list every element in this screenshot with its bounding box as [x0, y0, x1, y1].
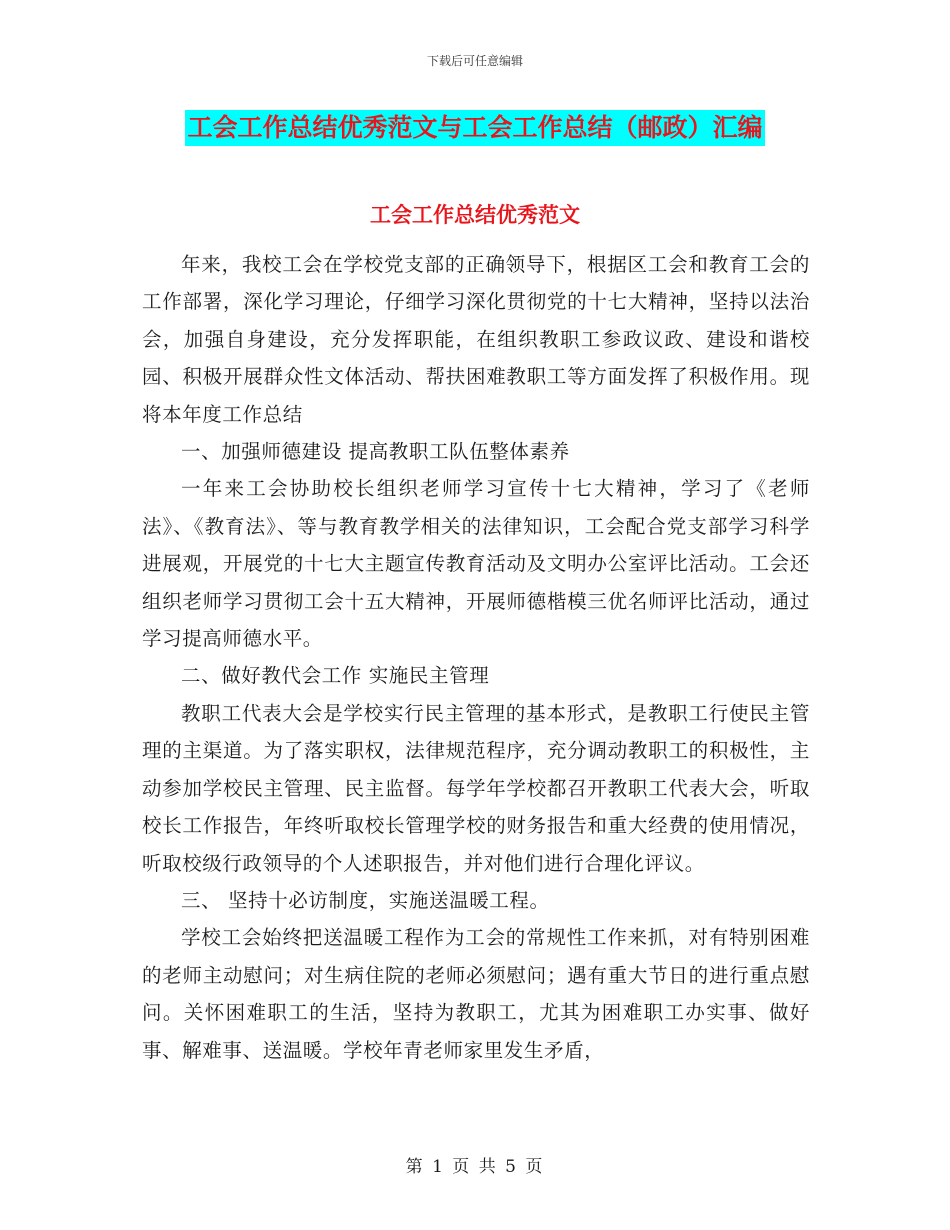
page-number: 第 1 页 共 5 页 — [405, 1157, 545, 1177]
paragraph-3: 学校工会始终把送温暖工程作为工会的常规性工作来抓，对有特别困难的老师主动慰问；对生病住院的老师必须慰问；遇有重大节日的进行重点慰问。关怀困难职工的生活，坚持为教职工，尤其为困难职工办实事、做好事、解难事、送温暖。学校年青老师家里发生矛盾， — [142, 926, 810, 1062]
heading-2: 二、做好教代会工作 实施民主管理 — [181, 664, 490, 688]
document-title-container — [0, 110, 950, 146]
document-body — [142, 246, 810, 1069]
heading-3: 三、 坚持十必访制度，实施送温暖工程。 — [181, 888, 550, 912]
document-title: 工会工作总结优秀范文与工会工作总结（邮政）汇编 — [185, 110, 764, 146]
paragraph-1: 一年来工会协助校长组织老师学习宣传十七大精神，学习了《老师法》、《教育法》、等与教育教学相关的法律知识，工会配合党支部学习科学进展观，开展党的十七大主题宣传教育活动及文明办公室评比活动。工会还组织老师学习贯彻工会十五大精神，开展师德楷模三优名师评比活动，通过学习提高师德水平。 — [142, 477, 810, 651]
heading-1: 一、加强师德建设 提高教职工队伍整体素养 — [181, 440, 570, 464]
paragraph-intro: 年来，我校工会在学校党支部的正确领导下，根据区工会和教育工会的工作部署，深化学习理论，仔细学习深化贯彻党的十七大精神，坚持以法治会，加强自身建设，充分发挥职能，在组织教职工参政议政、建设和谐校园、积极开展群众性文体活动、帮扶困难教职工等方面发挥了积极作用。现将本年度工作总结 — [142, 253, 810, 426]
section-title: 工会工作总结优秀范文 — [370, 202, 580, 227]
paragraph-2: 教职工代表大会是学校实行民主管理的基本形式，是教职工行使民主管理的主渠道。为了落实职权，法律规范程序，充分调动教职工的积极性，主动参加学校民主管理、民主监督。每学年学校都召开教职工代表大会，听取校长工作报告，年终听取校长管理学校的财务报告和重大经费的使用情况，听取校级行政领导的个人述职报告，并对他们进行合理化评议。 — [142, 701, 810, 875]
page-header-note: 下载后可任意编辑 — [426, 54, 523, 68]
